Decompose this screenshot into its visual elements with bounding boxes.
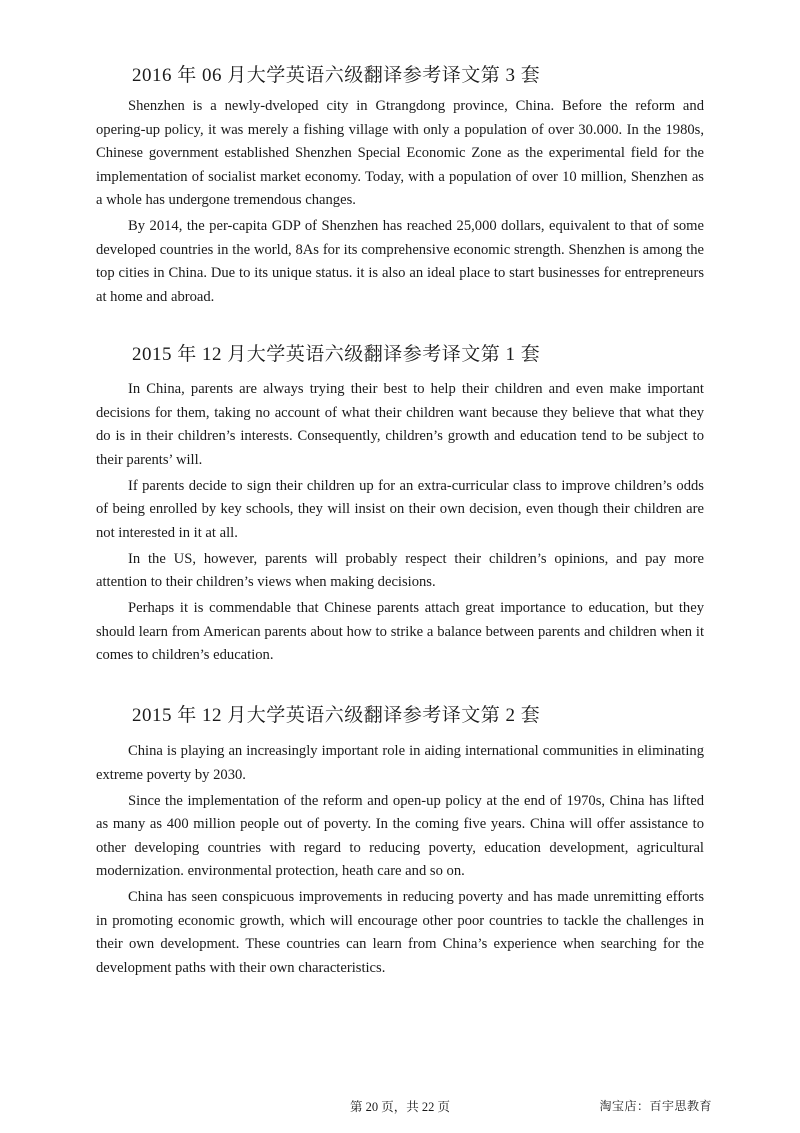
paragraph: If parents decide to sign their children up for an extra-curricular class to improve children’s odds of being enrolled by key schools, they will insist on their own decision, even though their children are not interested in it at all. — [96, 477, 704, 541]
paragraph: China has seen conspicuous improvements in reducing poverty and has made unremitting efforts in promoting economic growth, which will encourage other poor countries to tackle the challenges in their own development. These countries can learn from China’s experience when searching for the development paths with their own characteristics. — [96, 889, 704, 976]
paragraph: Perhaps it is commendable that Chinese parents attach great importance to education, but they should learn from American parents about how to strike a balance between parents and children when it comes to children’s education. — [96, 600, 704, 663]
section-title: 2016 年 06 月大学英语六级翻译参考译文第 3 套 — [132, 65, 541, 86]
paragraph: China is playing an increasingly important role in aiding international communities in eliminating extreme poverty by 2030. — [96, 743, 704, 783]
section-title: 2015 年 12 月大学英语六级翻译参考译文第 2 套 — [132, 705, 541, 726]
paragraph: In China, parents are always trying their best to help their children and even make important decisions for them, taking no account of what their children want because they believe that what they do is in their children’s interests. Consequently, children’s growth and education tend to be subject to their parents’ will. — [96, 381, 704, 468]
translation-section-2015-12-set-2 — [96, 703, 704, 980]
paragraph: Since the implementation of the reform and open-up policy at the end of 1970s, China has lifted as many as 400 million people out of poverty. In the coming five years. China will offer assistance to other developing countries with regard to reducing poverty, education development, agricultural modernization. environmental protection, heath care and so on. — [96, 792, 704, 879]
translation-section-2015-12-set-1 — [96, 342, 704, 668]
section-title: 2015 年 12 月大学英语六级翻译参考译文第 1 套 — [132, 344, 541, 365]
paragraph: By 2014, the per-capita GDP of Shenzhen has reached 25,000 dollars, equivalent to that of some developed countries in the world, 8As for its comprehensive economic strength. Shenzhen is among the top cities in China. Due to its unique status. it is also an ideal place to start businesses for entrepreneurs at home and abroad. — [96, 218, 704, 305]
translation-section-2016-06-set-3 — [96, 63, 704, 309]
paragraph: In the US, however, parents will probably respect their children’s opinions, and pay more attention to their children’s views when making decisions. — [96, 550, 704, 590]
paragraph: Shenzhen is a newly-dveloped city in Gtrangdong province, China. Before the reform and opering-up policy, it was merely a fishing village with only a population of over 30.000. In the 1980s, Chinese government established Shenzhen Special Economic Zone as the experimental field for the implementation of socialist market economy. Today, with a population of over 10 million, Shenzhen as a whole has undergone tremendous changes. — [96, 98, 704, 208]
page-number: 第 20 页，共 22 页 — [349, 1100, 450, 1114]
shop-label: 淘宝店：百宇思教育 — [599, 1099, 712, 1113]
